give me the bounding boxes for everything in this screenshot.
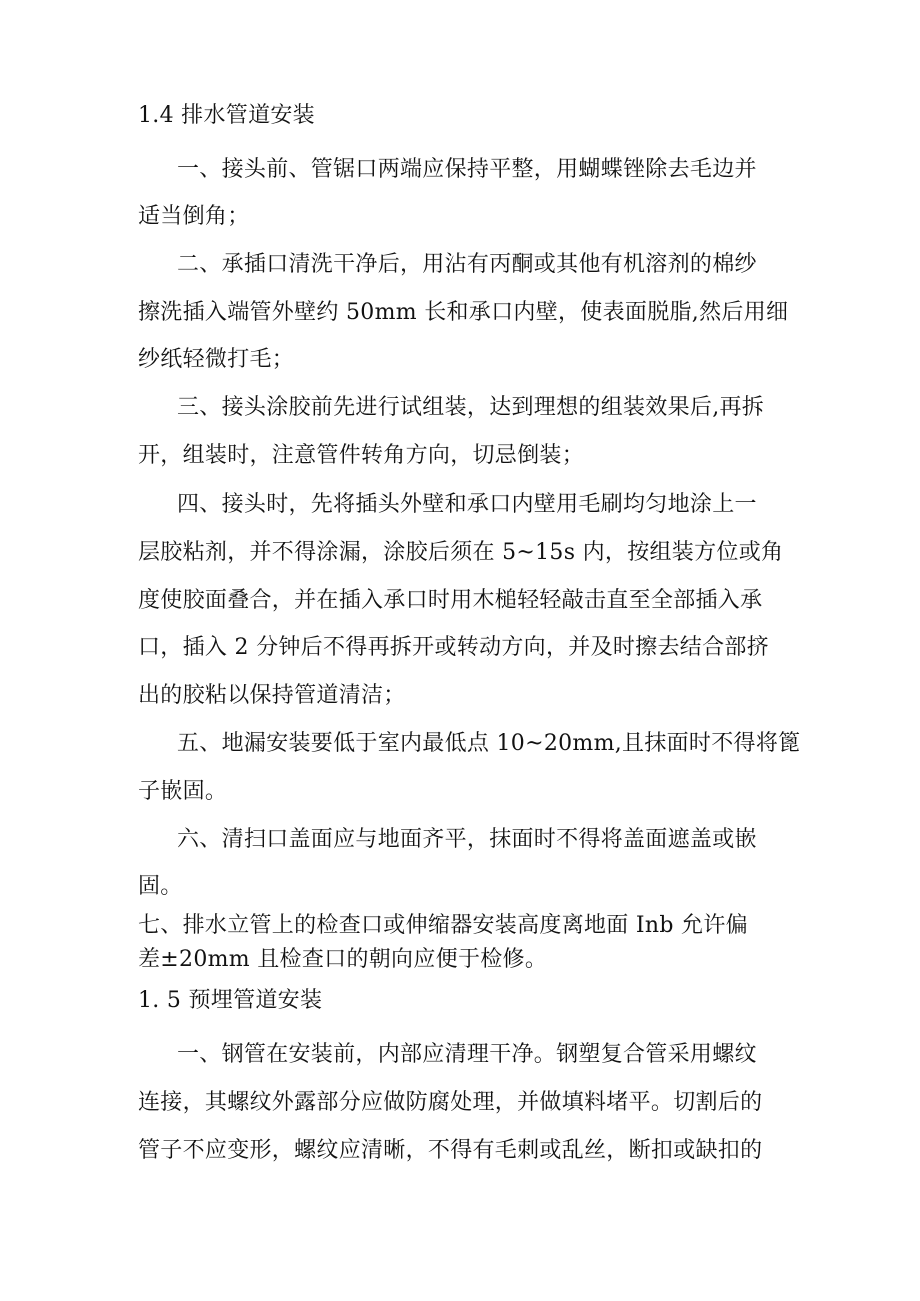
paragraph-line: 六、清扫口盖面应与地面齐平，抹面时不得将盖面遮盖或嵌 <box>177 827 757 852</box>
paragraph-line: 纱纸轻微打毛； <box>138 347 295 372</box>
paragraph-line: 连接，其螺纹外露部分应做防腐处理，并做填料堵平。切割后的 <box>138 1090 763 1115</box>
paragraph-line: 出的胶粘以保持管道清洁； <box>138 683 406 708</box>
paragraph-line: 层胶粘剂，并不得涂漏，涂胶后须在 5~15s 内，按组装方位或角 <box>138 540 784 565</box>
paragraph-line: 七、排水立管上的检查口或伸缩器安装高度离地面 Inb 允许偏 <box>138 913 748 938</box>
paragraph-line: 二、承插口清洗干净后，用沾有丙酮或其他有机溶剂的棉纱 <box>177 252 757 277</box>
paragraph-line: 开，组装时，注意管件转角方向，切忌倒装； <box>138 443 585 468</box>
section-heading-1-5: 1. 5 预埋管道安装 <box>138 988 323 1013</box>
paragraph-line: 子嵌固。 <box>138 779 228 804</box>
paragraph-line: 擦洗插入端管外壁约 50mm 长和承口内壁，使表面脱脂,然后用细 <box>138 300 789 325</box>
paragraph-line: 五、地漏安装要低于室内最低点 10~20mm,且抹面时不得将篦 <box>177 731 801 756</box>
paragraph-line: 差±20mm 且检查口的朝向应便于检修。 <box>138 947 548 972</box>
paragraph-line: 四、接头时，先将插头外壁和承口内壁用毛刷均匀地涂上一 <box>177 492 757 517</box>
paragraph-line: 适当倒角； <box>138 204 250 229</box>
paragraph-line: 口，插入 2 分钟后不得再拆开或转动方向，并及时擦去结合部挤 <box>138 635 769 660</box>
section-heading-1-4: 1.4 排水管道安装 <box>138 103 315 128</box>
paragraph-line: 一、接头前、管锯口两端应保持平整，用蝴蝶锉除去毛边并 <box>177 157 757 182</box>
paragraph-line: 度使胶面叠合，并在插入承口时用木槌轻轻敲击直至全部插入承 <box>138 588 763 613</box>
paragraph-line: 一、钢管在安装前，内部应清理干净。钢塑复合管采用螺纹 <box>177 1042 757 1067</box>
paragraph-line: 固。 <box>138 874 183 899</box>
paragraph-line: 管子不应变形，螺纹应清晰，不得有毛刺或乱丝，断扣或缺扣的 <box>138 1138 763 1163</box>
paragraph-line: 三、接头涂胶前先进行试组装，达到理想的组装效果后,再拆 <box>177 395 765 420</box>
